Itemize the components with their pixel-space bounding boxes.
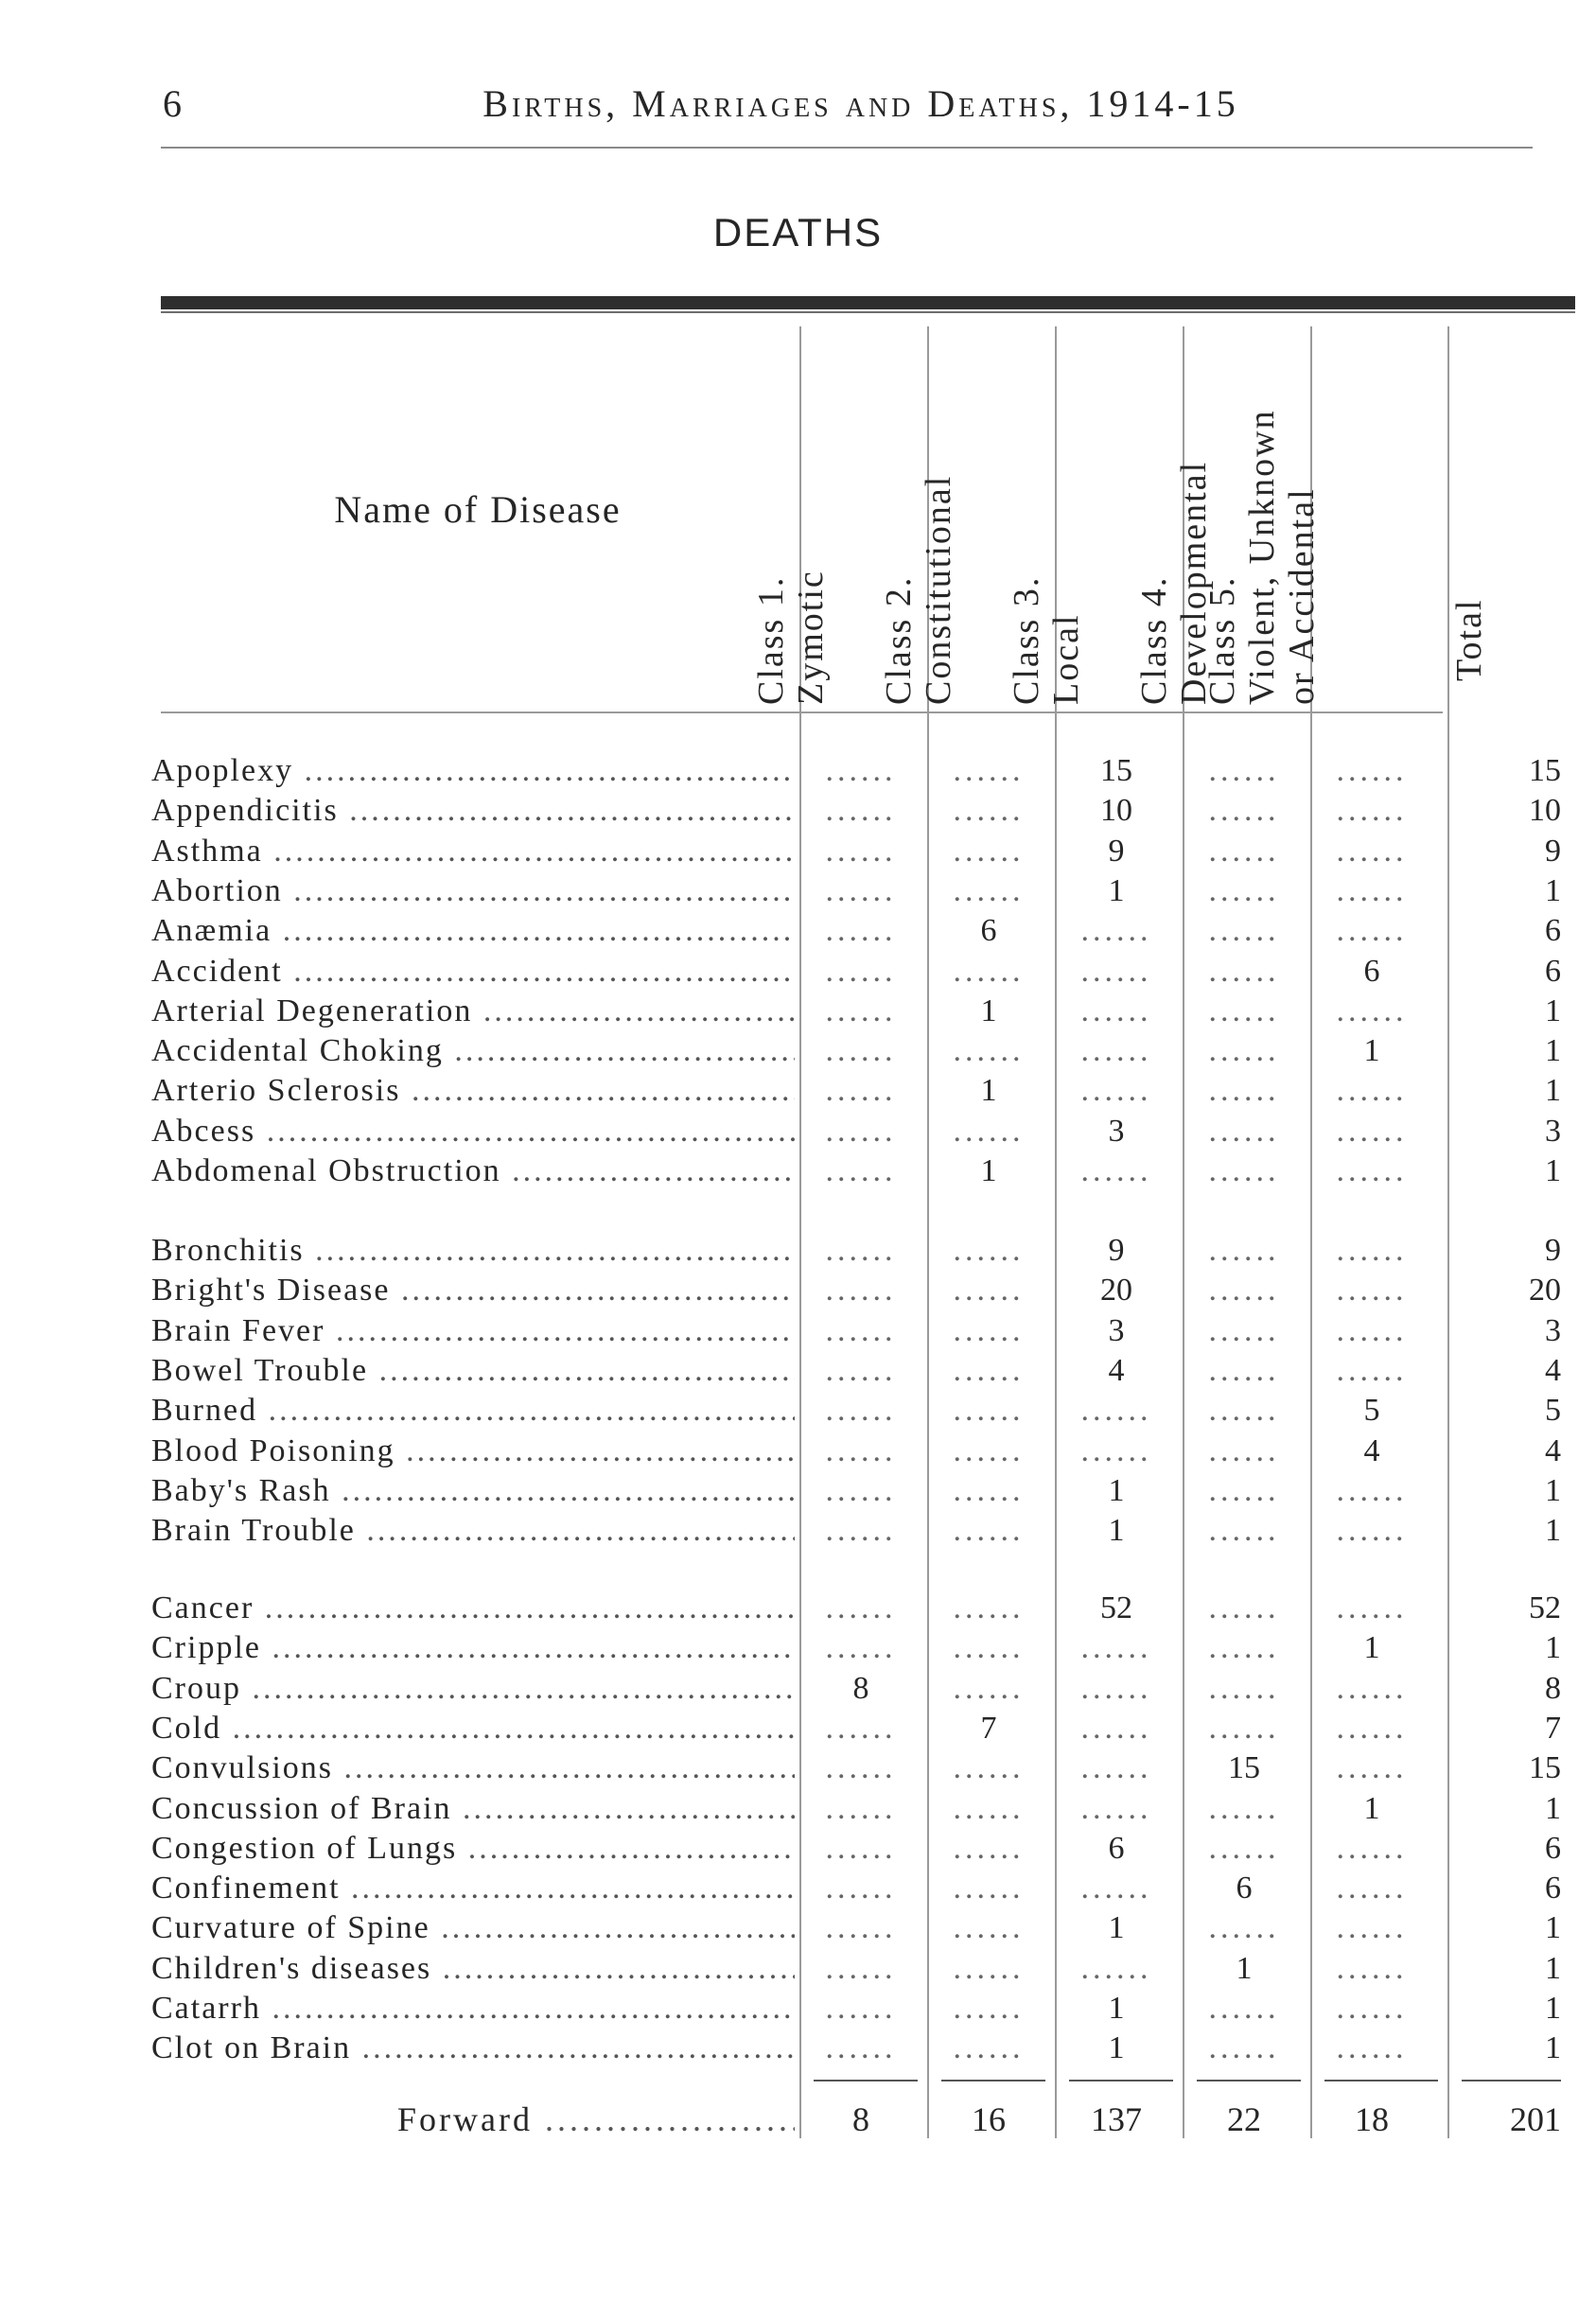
class2-cell [927,1670,1050,1708]
class5-cell [1310,1670,1433,1708]
class5-cell [1310,1232,1433,1270]
class4-cell [1183,1352,1306,1390]
class5-cell [1310,1749,1433,1787]
class3-cell: 3 [1108,1313,1125,1348]
class3-cell: 6 [1108,1831,1125,1866]
table-row [0,1232,1596,1270]
class2-cell [927,872,1050,910]
class1-cell [799,1312,922,1350]
disease-name: Bronchitis ..... [151,1232,795,1270]
table-row [0,1032,1596,1070]
total-cell: 1 [1545,1513,1561,1548]
class5-cell [1310,872,1433,910]
class5-cell [1310,752,1433,790]
sum-rule [1324,2080,1438,2081]
class3-cell [1055,912,1178,950]
class1-cell [799,1392,922,1430]
column-header-name: Name of Disease [334,488,622,531]
total-cell: 6 [1545,1871,1561,1906]
table-row [0,1072,1596,1110]
table-row [0,1749,1596,1787]
class2-cell [927,1512,1050,1550]
class1-cell [799,752,922,790]
table-row [0,1990,1596,2028]
class1-cell [799,1352,922,1390]
class2-cell [927,1830,1050,1868]
class5-cell: 1 [1363,1033,1380,1068]
class3-cell: 4 [1108,1353,1125,1388]
class1-cell [799,1032,922,1070]
class4-cell [1183,1272,1306,1309]
table-row [0,912,1596,950]
class1-cell [799,1590,922,1627]
page-number: 6 [163,82,184,125]
class4-cell [1183,1710,1306,1748]
disease-name: Curvature of Spine ..... [151,1909,795,1947]
forward-row [0,2096,1596,2143]
disease-name: Asthma ..... [151,833,795,870]
class1-cell [799,833,922,870]
table-row [0,1710,1596,1748]
class2-cell: 7 [980,1711,997,1746]
class3-cell [1055,1950,1178,1988]
class4-cell [1183,992,1306,1030]
class4-cell [1183,1312,1306,1350]
class5-cell [1310,1870,1433,1907]
class1-cell [799,1272,922,1309]
header-line: Total [1449,598,1489,681]
class1-cell [799,912,922,950]
table-row [0,1830,1596,1868]
class1-cell [799,1790,922,1828]
class5-cell [1310,1512,1433,1550]
header-line: Violent, Unknown [1242,409,1282,705]
forward-class2: 16 [972,2100,1006,2138]
total-cell: 1 [1545,1473,1561,1508]
sum-rule [814,2080,918,2081]
forward-class5: 18 [1355,2100,1389,2138]
sum-rule [941,2080,1045,2081]
header-line: Constitutional [919,474,958,705]
class2-cell [927,1870,1050,1907]
disease-name: Anæmia ..... [151,912,795,950]
running-head [0,74,1596,131]
header-line: Class 3. [1007,575,1046,705]
class2-cell [927,1113,1050,1150]
class5-cell [1310,1152,1433,1190]
disease-name: Children's diseases ..... [151,1950,795,1988]
class3-cell: 20 [1100,1273,1132,1308]
forward-total: 201 [1510,2100,1561,2138]
header-line: or Accidental [1282,487,1322,705]
class2-cell [927,1472,1050,1510]
class4-cell [1183,1590,1306,1627]
total-cell: 9 [1545,1233,1561,1268]
total-cell: 52 [1529,1590,1561,1625]
class2-cell [927,1950,1050,1988]
class3-cell [1055,1670,1178,1708]
total-cell: 15 [1529,1750,1561,1785]
disease-name: Congestion of Lungs ..... [151,1830,795,1868]
class5-cell [1310,1272,1433,1309]
class4-cell [1183,1432,1306,1470]
class4-cell [1183,752,1306,790]
disease-name: Abdomenal Obstruction ..... [151,1152,795,1190]
total-cell: 4 [1545,1433,1561,1468]
table-row [0,1312,1596,1350]
header-line: Zymotic [791,570,831,705]
total-cell: 6 [1545,913,1561,948]
disease-name: Catarrh ..... [151,1990,795,2028]
class4-cell [1183,1152,1306,1190]
header-line: Developmental [1174,460,1214,705]
class2-cell [927,1392,1050,1430]
class1-cell [799,1113,922,1150]
class1-cell [799,1950,922,1988]
class4-cell [1183,1670,1306,1708]
class4-cell [1183,1629,1306,1667]
class4-cell [1183,792,1306,830]
class1-cell [799,1432,922,1470]
class4-cell: 15 [1228,1750,1260,1785]
disease-name: Baby's Rash ..... [151,1472,795,1510]
disease-name: Cancer ..... [151,1590,795,1627]
total-cell: 15 [1529,753,1561,788]
class4-cell [1183,833,1306,870]
class3-cell: 1 [1108,1473,1125,1508]
table-row [0,992,1596,1030]
total-cell: 6 [1545,954,1561,989]
table-row [0,1472,1596,1510]
class3-cell: 1 [1108,2030,1125,2065]
total-cell: 1 [1545,1033,1561,1068]
forward-class1: 8 [852,2100,869,2138]
class3-cell [1055,1072,1178,1110]
disease-name: Burned ..... [151,1392,795,1430]
class3-cell [1055,1432,1178,1470]
disease-name: Concussion of Brain ..... [151,1790,795,1828]
class1-cell [799,872,922,910]
total-cell: 1 [1545,1991,1561,2026]
class2-cell [927,1590,1050,1627]
class2-cell [927,1352,1050,1390]
total-cell: 1 [1545,1073,1561,1108]
total-cell: 10 [1529,793,1561,828]
class5-cell [1310,1590,1433,1627]
class3-cell: 3 [1108,1114,1125,1149]
total-cell: 9 [1545,834,1561,869]
total-cell: 3 [1545,1114,1561,1149]
thick-rule-under [161,311,1575,313]
class1-cell [799,1830,922,1868]
class4-cell [1183,1232,1306,1270]
class1-cell: 8 [852,1671,869,1706]
class4-cell: 6 [1236,1871,1253,1906]
class5-cell: 1 [1363,1791,1380,1826]
class4-cell [1183,872,1306,910]
class2-cell [927,833,1050,870]
class4-cell [1183,1032,1306,1070]
class4-cell [1183,1392,1306,1430]
class1-cell [799,992,922,1030]
class5-cell [1310,1909,1433,1947]
class2-cell: 6 [980,913,997,948]
section-title: DEATHS [712,210,884,255]
class1-cell [799,792,922,830]
running-title: Births, Marriages and Deaths, 1914-15 [482,82,1239,125]
disease-name: Bowel Trouble ..... [151,1352,795,1390]
total-cell: 20 [1529,1273,1561,1308]
class2-cell [927,2029,1050,2067]
class3-cell [1055,953,1178,991]
class3-cell [1055,1629,1178,1667]
class5-cell [1310,912,1433,950]
class2-cell [927,1032,1050,1070]
table-row [0,1432,1596,1470]
class3-cell: 9 [1108,1233,1125,1268]
total-cell: 7 [1545,1711,1561,1746]
disease-name: Abcess ..... [151,1113,795,1150]
class3-cell [1055,992,1178,1030]
class5-cell [1310,833,1433,870]
header-line: Local [1046,613,1086,705]
class1-cell [799,1990,922,2028]
class1-cell [799,1512,922,1550]
class4-cell [1183,1113,1306,1150]
forward-label: Forward ..... [397,2096,795,2143]
class2-cell [927,1432,1050,1470]
table-row [0,752,1596,790]
class2-cell [927,1232,1050,1270]
disease-name: Accident ..... [151,953,795,991]
class4-cell [1183,1472,1306,1510]
class2-cell [927,1312,1050,1350]
class2-cell [927,953,1050,991]
class2-cell [927,1749,1050,1787]
class1-cell [799,1472,922,1510]
class3-cell: 15 [1100,753,1132,788]
header-line: Class 2. [879,575,919,705]
class5-cell [1310,1113,1433,1150]
class3-cell [1055,1749,1178,1787]
class5-cell [1310,1950,1433,1988]
class5-cell: 1 [1363,1630,1380,1665]
class4-cell [1183,953,1306,991]
class2-cell [927,1790,1050,1828]
header-line: Class 1. [751,575,791,705]
disease-name: Apoplexy ..... [151,752,795,790]
class5-cell [1310,1710,1433,1748]
table-row [0,1512,1596,1550]
class1-cell [799,1152,922,1190]
disease-name: Blood Poisoning ..... [151,1432,795,1470]
table-row [0,1629,1596,1667]
disease-name: Appendicitis ..... [151,792,795,830]
class4-cell [1183,1909,1306,1947]
table-row [0,1113,1596,1150]
class3-cell: 52 [1100,1590,1132,1625]
total-cell: 1 [1545,1791,1561,1826]
class2-cell [927,1629,1050,1667]
disease-name: Clot on Brain ..... [151,2029,795,2067]
total-cell: 8 [1545,1671,1561,1706]
class3-cell: 1 [1108,1991,1125,2026]
class5-cell [1310,1072,1433,1110]
table-row [0,833,1596,870]
sum-rule [1069,2080,1173,2081]
total-cell: 1 [1545,1910,1561,1945]
class4-cell [1183,1830,1306,1868]
class1-cell [799,1072,922,1110]
class5-cell [1310,992,1433,1030]
class4-cell [1183,1512,1306,1550]
class5-cell [1310,1830,1433,1868]
class5-cell [1310,1472,1433,1510]
table-row [0,1909,1596,1947]
class3-cell: 1 [1108,873,1125,908]
class2-cell [927,1909,1050,1947]
disease-name: Arterio Sclerosis ..... [151,1072,795,1110]
class5-cell [1310,1990,1433,2028]
total-cell: 1 [1545,1630,1561,1665]
table-row [0,872,1596,910]
disease-name: Croup ..... [151,1670,795,1708]
class3-cell [1055,1790,1178,1828]
disease-name: Accidental Choking ..... [151,1032,795,1070]
class3-cell [1055,1392,1178,1430]
class2-cell [927,752,1050,790]
total-cell: 1 [1545,873,1561,908]
disease-name: Convulsions ..... [151,1749,795,1787]
table-row [0,1272,1596,1309]
class5-cell: 4 [1363,1433,1380,1468]
class2-cell [927,1990,1050,2028]
class4-cell [1183,912,1306,950]
class3-cell [1055,1710,1178,1748]
table-row [0,1790,1596,1828]
class1-cell [799,1909,922,1947]
disease-name: Confinement ..... [151,1870,795,1907]
disease-name: Cold ..... [151,1710,795,1748]
table-row [0,953,1596,991]
class2-cell [927,1272,1050,1309]
table-row [0,2029,1596,2067]
table-row [0,1152,1596,1190]
class3-cell [1055,1870,1178,1907]
class5-cell [1310,792,1433,830]
class4-cell: 1 [1236,1951,1253,1986]
disease-name: Cripple ..... [151,1629,795,1667]
class5-cell [1310,2029,1433,2067]
class4-cell [1183,2029,1306,2067]
table-row [0,792,1596,830]
forward-class4: 22 [1227,2100,1261,2138]
class1-cell [799,1629,922,1667]
class2-cell [927,792,1050,830]
total-cell: 1 [1545,1951,1561,1986]
class3-cell: 1 [1108,1513,1125,1548]
class3-cell: 9 [1108,834,1125,869]
class2-cell: 1 [980,1153,997,1188]
class1-cell [799,1710,922,1748]
class3-cell [1055,1152,1178,1190]
class3-cell [1055,1032,1178,1070]
total-cell: 1 [1545,1153,1561,1188]
total-cell: 6 [1545,1831,1561,1866]
class1-cell [799,953,922,991]
class5-cell: 6 [1363,954,1380,989]
total-cell: 4 [1545,1353,1561,1388]
forward-class3: 137 [1091,2100,1142,2138]
header-line: Class 4. [1134,575,1174,705]
disease-name: Brain Trouble ..... [151,1512,795,1550]
class5-cell [1310,1352,1433,1390]
header-bottom-rule [161,711,1443,713]
disease-name: Bright's Disease ..... [151,1272,795,1309]
class1-cell [799,1232,922,1270]
total-cell: 1 [1545,993,1561,1028]
thick-rule [161,296,1575,309]
total-cell: 1 [1545,2030,1561,2065]
disease-name: Abortion ..... [151,872,795,910]
class2-cell: 1 [980,993,997,1028]
class2-cell: 1 [980,1073,997,1108]
class4-cell [1183,1072,1306,1110]
disease-name: Arterial Degeneration ..... [151,992,795,1030]
table-row [0,1352,1596,1390]
table-row [0,1392,1596,1430]
total-cell: 5 [1545,1393,1561,1428]
class4-cell [1183,1790,1306,1828]
disease-name: Brain Fever ..... [151,1312,795,1350]
class3-cell: 10 [1100,793,1132,828]
class1-cell [799,1749,922,1787]
total-cell: 3 [1545,1313,1561,1348]
class1-cell [799,2029,922,2067]
sum-rule [1197,2080,1301,2081]
table-row [0,1870,1596,1907]
class4-cell [1183,1990,1306,2028]
class3-cell: 1 [1108,1910,1125,1945]
header-rule [161,147,1533,149]
class5-cell [1310,1312,1433,1350]
sum-rule [1462,2080,1561,2081]
class1-cell [799,1870,922,1907]
class5-cell: 5 [1363,1393,1380,1428]
table-row [0,1950,1596,1988]
table-row [0,1590,1596,1627]
header-line: Class 5. [1202,575,1242,705]
table-row [0,1670,1596,1708]
